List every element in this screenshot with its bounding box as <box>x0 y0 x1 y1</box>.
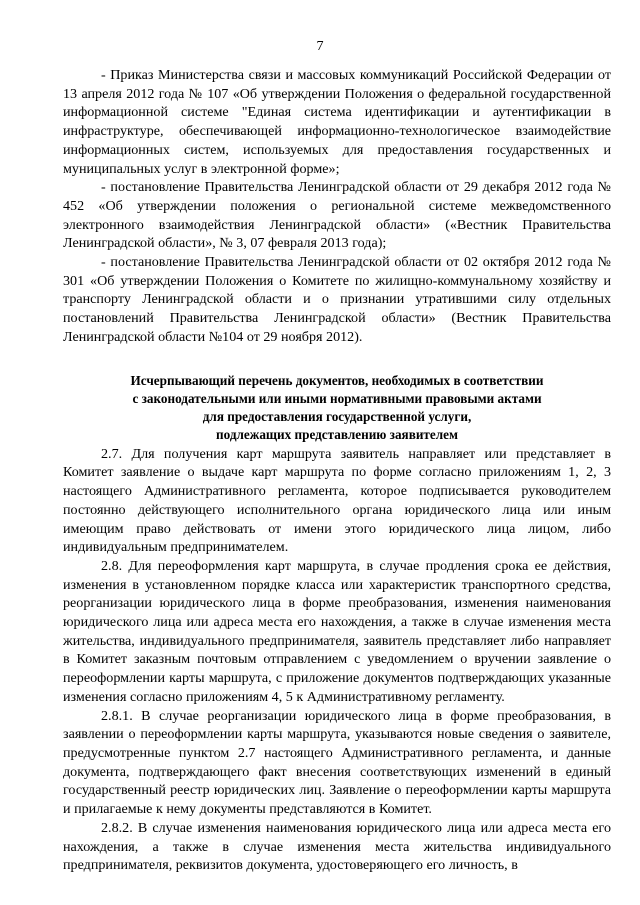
paragraph-resolution-452: - постановление Правительства Ленинградской области от 29 декабря 2012 года № 452 «Об утверждении положения о региональной системе межведомственного электронного взаимодействия Ленинградской области» («Вестник Правительства Ленинградской области», № 3, 07 февраля 2013 года); <box>63 179 611 252</box>
heading-line: подлежащих представлению заявителем <box>216 427 458 443</box>
heading-line: для предоставления государственной услуги, <box>202 409 472 425</box>
section-heading <box>63 372 611 445</box>
paragraph-2-8-1: 2.8.1. В случае реорганизации юридического лица в форме преобразования, в заявлении о переоформлении карты маршрута, указываются новые сведения о заявителе, предусмотренные пунктом 2.7 настоящего Административного регламента, и данные документа, подтверждающего факт внесения соответствующих изменений в единый государственный реестр юридических лиц. Заявление о переоформлении карты маршрута и прилагаемые к нему документы представляются в Комитет. <box>63 707 611 818</box>
heading-line: с законодательными или иными нормативными правовыми актами <box>132 390 542 406</box>
section-spacer <box>63 347 611 372</box>
heading-line: Исчерпывающий перечень документов, необходимых в соответствии <box>130 372 544 388</box>
paragraph-2-8-2: 2.8.2. В случае изменения наименования юридического лица или адреса места его нахождения, а также в случае изменения места жительства индивидуального предпринимателя, реквизитов документа, удостоверяющего его личность, в <box>63 819 611 874</box>
paragraph-resolution-301: - постановление Правительства Ленинградской области от 02 октября 2012 года № 301 «Об утверждении Положения о Комитете по жилищно-коммунальному хозяйству и транспорту Ленинградской области и о признании утратившими силу отдельных постановлений Правительства Ленинградской области» (Вестник Правительства Ленинградской области №104 от 29 ноября 2012). <box>63 254 611 345</box>
page-number: 7 <box>316 38 324 54</box>
paragraph-order-107: - Приказ Министерства связи и массовых коммуникаций Российской Федерации от 13 апреля 2012 года № 107 «Об утверждении Положения о федеральной государственной информационной системе "Единая система идентификации и аутентификации в инфраструктуре, обеспечивающей информационно-технологическое взаимодействие информационных систем, используемых для предоставления государственных и муниципальных услуг в электронной форме»; <box>63 67 611 177</box>
paragraph-2-8: 2.8. Для переоформления карт маршрута, в случае продления срока ее действия, изменения в установленном порядке класса или характеристик транспортного средства, реорганизации юридического лица в форме преобразования, изменения наименования юридического лица или адреса места его нахождения, а также в случае изменения места жительства, индивидуального предпринимателя, заявитель представляет либо направляет в Комитет заказным почтовым отправлением с уведомлением о вручении заявление о переоформлении карты маршрута, с приложение документов подтверждающих указанные изменения согласно приложениям 4, 5 к Административному регламенту. <box>63 557 611 705</box>
document-body <box>63 66 611 875</box>
paragraph-2-7: 2.7. Для получения карт маршрута заявитель направляет или представляет в Комитет заявление о выдаче карт маршрута по форме согласно приложениям 1, 2, 3 настоящего Административного регламента, которое подписывается руководителем постоянно действующего исполнительного органа юридического лица или иным имеющим право действовать от имени этого юридического лица лицом, либо индивидуальным предпринимателем. <box>63 445 611 556</box>
